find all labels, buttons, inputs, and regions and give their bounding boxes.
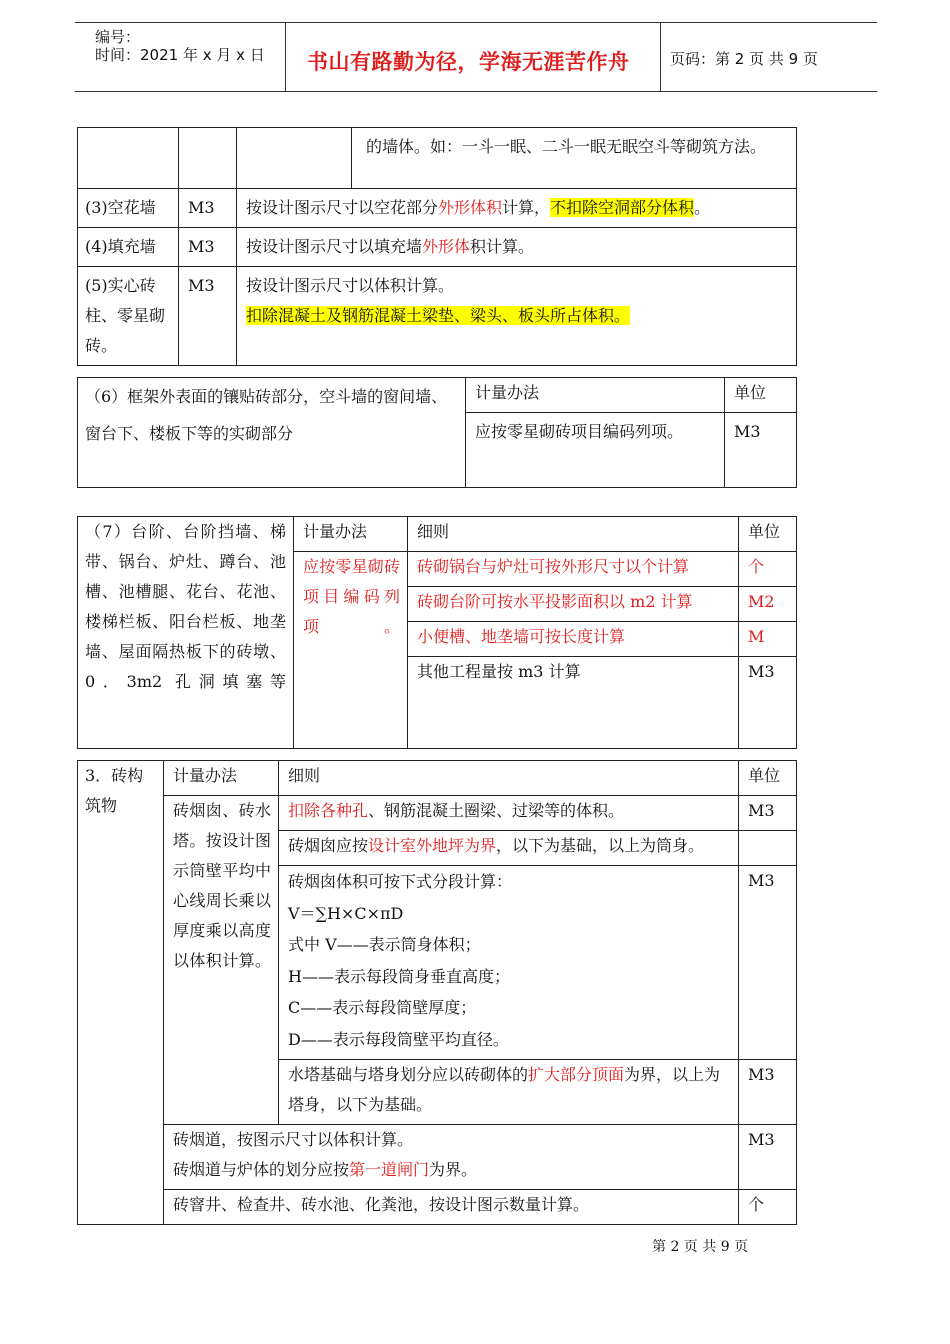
- table-misc-masonry: [77, 516, 797, 749]
- table-frame-walls: [77, 377, 797, 488]
- header-unit: 单位: [739, 517, 797, 552]
- unit-cell: M3: [739, 1060, 797, 1125]
- header-method: 计量办法: [466, 378, 725, 413]
- detail-cell: 其他工程量按 m3 计算: [408, 657, 739, 749]
- item-name: （6）框架外表面的镶贴砖部分，空斗墙的窗间墙、窗台下、楼板下等的实砌部分: [78, 378, 466, 488]
- header-unit: 单位: [739, 761, 797, 796]
- page-header: [75, 22, 877, 92]
- item-method: 应按零星砌砖项目编码列项。: [294, 552, 408, 749]
- table-row: [78, 517, 797, 552]
- header-detail: 细则: [408, 517, 739, 552]
- detail-cell: 砖烟囱应按设计室外地坪为界，以下为基础，以上为筒身。: [279, 831, 739, 866]
- unit-cell: 个: [739, 552, 797, 587]
- header-detail: 细则: [279, 761, 739, 796]
- table-row: [78, 378, 797, 413]
- item-unit: M3: [179, 267, 237, 366]
- item-desc: 按设计图示尺寸以体积计算。 扣除混凝土及钢筋混凝土梁垫、梁头、板头所占体积。: [237, 267, 797, 366]
- table-row: [78, 761, 797, 796]
- unit-cell: M3: [739, 866, 797, 1060]
- detail-cell: 扣除各种孔、钢筋混凝土圈梁、过梁等的体积。: [279, 796, 739, 831]
- doc-time-label: 时间：2021 年 x 月 x 日: [95, 46, 265, 64]
- unit-cell: M3: [739, 796, 797, 831]
- item-name: 3．砖构筑物: [78, 761, 164, 1225]
- detail-cell: 砖砌锅台与炉灶可按外形尺寸以个计算: [408, 552, 739, 587]
- item-desc: 按设计图示尺寸以空花部分外形体积计算，不扣除空洞部分体积。: [237, 189, 797, 228]
- table-walls: [77, 127, 797, 366]
- detail-cell: 砖窨井、检查井、砖水池、化粪池，按设计图示数量计算。: [164, 1190, 739, 1225]
- item-name: (5)实心砖柱、零星砌砖。: [78, 267, 179, 366]
- unit-cell: [739, 831, 797, 866]
- item-name: (3)空花墙: [78, 189, 179, 228]
- detail-cell: 砖烟道，按图示尺寸以体积计算。 砖烟道与炉体的划分应按第一道闸门为界。: [164, 1125, 739, 1190]
- table-brick-structures: [77, 760, 797, 1225]
- header-unit: 单位: [725, 378, 797, 413]
- table-row: [78, 1190, 797, 1225]
- item-unit: M3: [179, 189, 237, 228]
- unit-cell: M3: [739, 657, 797, 749]
- unit-cell: 个: [739, 1190, 797, 1225]
- header-motto: 书山有路勤为径，学海无涯苦作舟: [307, 49, 630, 74]
- table-row: [78, 128, 797, 189]
- header-method: 计量办法: [294, 517, 408, 552]
- header-page-label: 页码：第 2 页 共 9 页: [670, 50, 818, 68]
- detail-cell: 小便槽、地垄墙可按长度计算: [408, 622, 739, 657]
- item-method: 应按零星砌砖项目编码列项。: [466, 413, 725, 488]
- table-row: [78, 228, 797, 267]
- table-row: [78, 1125, 797, 1190]
- unit-cell: M3: [739, 1125, 797, 1190]
- table-row: [78, 189, 797, 228]
- table-row: [78, 796, 797, 831]
- detail-cell: 水塔基础与塔身划分应以砖砌体的扩大部分顶面为界，以上为塔身，以下为基础。: [279, 1060, 739, 1125]
- detail-cell: 砖烟囱体积可按下式分段计算： V＝∑H×C×πD 式中 V——表示筒身体积； H——表示每段筒身垂直高度； C——表示每段筒壁厚度； D——表示每段筒壁平均直径。: [279, 866, 739, 1060]
- item-name: （7）台阶、台阶挡墙、梯带、锅台、炉灶、蹲台、池槽、池槽腿、花台、花池、楼梯栏板、阳台栏板、地垄墙、屋面隔热板下的砖墩、0．3m2 孔洞填塞等: [78, 517, 294, 749]
- detail-cell: 砖砌台阶可按水平投影面积以 m2 计算: [408, 587, 739, 622]
- header-method: 计量办法: [164, 761, 279, 796]
- item-desc: 按设计图示尺寸以填充墙外形体积计算。: [237, 228, 797, 267]
- unit-cell: M2: [739, 587, 797, 622]
- doc-number-label: 编号：: [95, 28, 141, 46]
- unit-cell: M: [739, 622, 797, 657]
- item-unit: M3: [179, 228, 237, 267]
- item-method: 砖烟囱、砖水塔。按设计图示筒壁平均中心线周长乘以厚度乘以高度以体积计算。: [164, 796, 279, 1125]
- item-unit: M3: [725, 413, 797, 488]
- cell-text: 的墙体。如：一斗一眠、二斗一眠无眠空斗等砌筑方法。: [352, 128, 797, 189]
- item-name: (4)填充墙: [78, 228, 179, 267]
- page-footer: 第 2 页 共 9 页: [652, 1239, 749, 1255]
- table-row: [78, 267, 797, 366]
